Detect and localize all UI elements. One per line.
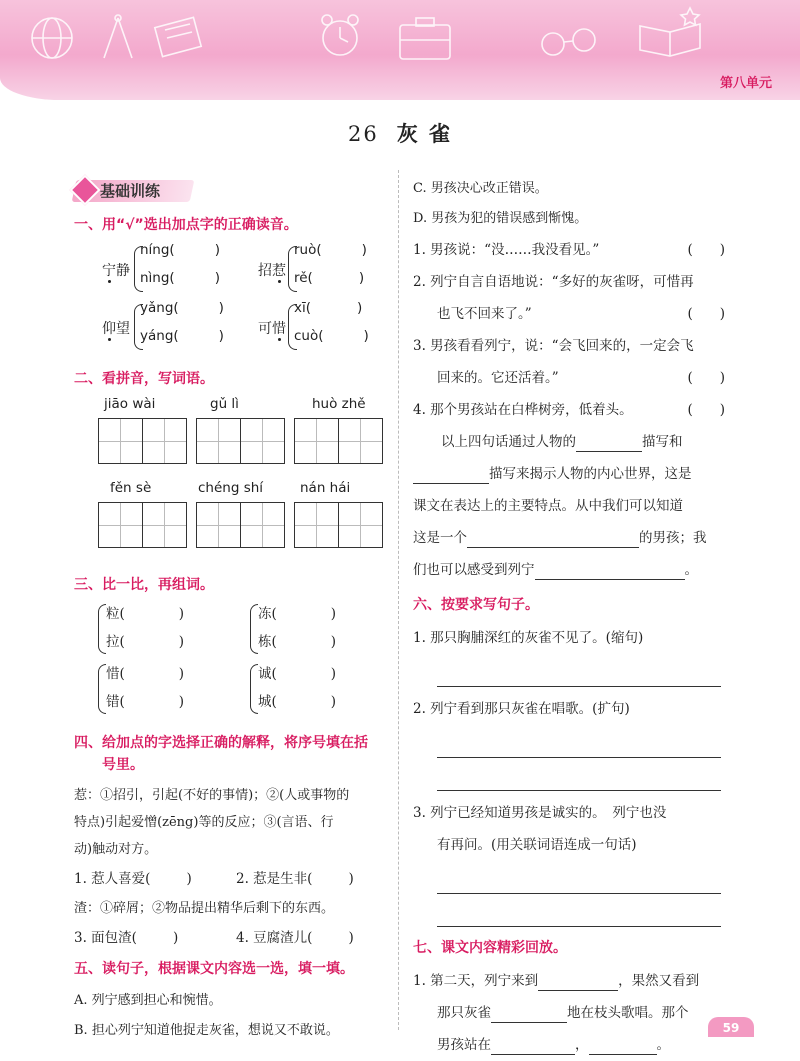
unit-label: 第八单元	[719, 76, 772, 91]
fill-blank[interactable]	[538, 972, 618, 991]
section-7-title: 七、课文内容精彩回放。	[413, 940, 567, 956]
pinyin-option[interactable]: rě( )	[294, 270, 365, 286]
pinyin-label: fěn sè	[110, 480, 152, 496]
definition-re-3: 动)触动对方。	[74, 842, 158, 857]
header-banner	[0, 0, 800, 100]
compare-row	[74, 662, 386, 722]
compare-blank[interactable]: 粒( )	[106, 606, 185, 622]
writing-grid[interactable]	[196, 418, 285, 464]
answer-line[interactable]	[437, 725, 721, 758]
quote-item: 4. 那个男孩站在白桦树旁，低着头。 ( )	[413, 394, 733, 426]
open-book-icon	[640, 24, 700, 56]
compare-blank[interactable]: 栋( )	[258, 634, 337, 650]
fill-blank[interactable]	[413, 465, 489, 484]
question: 3. 面包渣(	[74, 930, 137, 946]
compare-blank[interactable]: 城( )	[258, 694, 337, 710]
compare-blank[interactable]: 错( )	[106, 694, 185, 710]
answer-line[interactable]	[437, 654, 721, 687]
word: 宁静	[102, 260, 130, 280]
paragraph-line: 这是一个 的男孩；我	[413, 530, 707, 546]
writing-grid[interactable]	[294, 502, 383, 548]
star-icon	[681, 8, 699, 25]
rewrite-question: 1. 那只胸脯深红的灰雀不见了。(缩句)	[413, 630, 644, 646]
question-row: 3. 面包渣( ) 4. 豆腐渣儿( )	[74, 930, 354, 946]
compare-row	[74, 602, 386, 662]
section-2-title: 二、看拼音，写词语。	[74, 371, 214, 387]
pinyin-option[interactable]: yáng( )	[140, 328, 224, 344]
compass-icon	[104, 15, 132, 58]
writing-grid[interactable]	[98, 418, 187, 464]
answer-blank[interactable]: ( )	[687, 242, 725, 258]
definition-re-2: 特点)引起爱憎(zēng)等的反应；③(言语、行	[74, 815, 334, 830]
option-b: B. 担心列宁知道他捉走灰雀，想说又不敢说。	[74, 1023, 339, 1038]
question: 2. 惹是生非(	[236, 871, 313, 887]
rewrite-question: 2. 列宁看到那只灰雀在唱歌。(扩句)	[413, 701, 630, 717]
definition-re-1: 惹：①招引，引起(不好的事情)；②(人或事物的	[74, 788, 350, 803]
pinyin-label: chéng shí	[198, 480, 264, 496]
page-title	[0, 118, 800, 148]
header-decoration	[0, 0, 800, 100]
recall-line: 男孩站在 ， 。	[437, 1037, 670, 1053]
pinyin-option[interactable]: ruò( )	[294, 242, 367, 258]
quote-item-cont: 也飞不回来了。” ( )	[413, 298, 733, 330]
option-a: A. 列宁感到担心和惋惜。	[74, 993, 222, 1008]
option-c: C. 男孩决心改正错误。	[413, 181, 548, 196]
word: 可惜	[258, 318, 286, 338]
fill-blank[interactable]	[576, 433, 642, 452]
paragraph-line: 课文在表达上的主要特点。从中我们可以知道	[413, 498, 683, 514]
word: 仰望	[102, 318, 130, 338]
section-4-title: 四、给加点的字选择正确的解释，将序号填在括	[74, 735, 368, 751]
answer-blank[interactable]: ( )	[687, 306, 725, 322]
rewrite-question: 3. 列宁已经知道男孩是诚实的。 列宁也没	[413, 805, 667, 821]
pinyin-pair-row	[74, 300, 386, 358]
pinyin-grid-row	[74, 480, 386, 564]
answer-blank[interactable]: ( )	[687, 402, 725, 418]
pinyin-option[interactable]: cuò( )	[294, 328, 369, 344]
globe-icon	[32, 18, 72, 58]
answer-blank[interactable]: ( )	[687, 370, 725, 386]
paragraph-line: 描写来揭示人物的内心世界，这是	[413, 458, 733, 490]
section-5-title: 五、读句子，根据课文内容选一选，填一填。	[74, 961, 354, 977]
pinyin-option[interactable]: nìng( )	[140, 270, 220, 286]
right-column	[413, 174, 733, 1061]
recall-line: 1. 第二天，列宁来到 ，果然又看到	[413, 973, 700, 989]
question: 4. 豆腐渣儿(	[236, 930, 313, 946]
pinyin-pair-row	[74, 242, 386, 300]
answer-line[interactable]	[437, 861, 721, 894]
paragraph-line: 以上四句话通过人物的 描写和	[441, 434, 683, 450]
rewrite-question-cont: 有再问。(用关联词语连成一句话)	[437, 837, 637, 853]
pinyin-option[interactable]: yǎng( )	[140, 300, 224, 316]
quote-item: 1. 男孩说：“没……我没看见。” ( )	[413, 234, 733, 266]
writing-grid[interactable]	[294, 418, 383, 464]
page-number: 59	[708, 1017, 754, 1037]
compare-blank[interactable]: 惜( )	[106, 666, 185, 682]
writing-grid[interactable]	[196, 502, 285, 548]
fill-blank[interactable]	[491, 1036, 575, 1055]
answer-line[interactable]	[437, 894, 721, 927]
pinyin-option[interactable]: níng( )	[140, 242, 220, 258]
recall-line: 那只灰雀 地在枝头歌唱。那个	[437, 1005, 689, 1021]
pinyin-label: huò zhě	[312, 396, 366, 412]
lesson-number: 26	[347, 122, 379, 146]
pinyin-label: jiāo wài	[104, 396, 156, 412]
fill-blank[interactable]	[467, 529, 639, 548]
section-4-title-cont: 号里。	[102, 757, 144, 773]
section-1-title: 一、用“√”选出加点字的正确读音。	[74, 217, 298, 233]
compare-blank[interactable]: 冻( )	[258, 606, 337, 622]
column-divider	[398, 170, 399, 1030]
pinyin-grid-row	[74, 396, 386, 480]
fill-blank[interactable]	[589, 1036, 657, 1055]
lesson-title: 灰 雀	[396, 121, 453, 146]
briefcase-icon	[400, 18, 450, 59]
writing-grid[interactable]	[98, 502, 187, 548]
question-row: 1. 惹人喜爱( ) 2. 惹是生非( )	[74, 871, 354, 887]
alarm-clock-icon	[322, 15, 358, 55]
quote-item-cont: 回来的。它还活着。” ( )	[413, 362, 733, 394]
paragraph-line: 们也可以感受到列宁 。	[413, 562, 698, 578]
compare-blank[interactable]: 诚( )	[258, 666, 337, 682]
pinyin-label: nán hái	[300, 480, 351, 496]
section-badge: 基础训练	[74, 178, 160, 204]
fill-blank[interactable]	[491, 1004, 567, 1023]
left-column	[74, 170, 386, 1046]
pinyin-option[interactable]: xī( )	[294, 300, 363, 316]
quote-item: 2. 列宁自言自语地说：“多好的灰雀呀，可惜再	[413, 274, 694, 290]
section-6-title: 六、按要求写句子。	[413, 597, 539, 613]
fill-blank[interactable]	[535, 561, 685, 580]
option-d: D. 男孩为犯的错误感到惭愧。	[413, 211, 588, 226]
section-3-title: 三、比一比，再组词。	[74, 577, 214, 593]
pinyin-label: gǔ lì	[210, 396, 239, 412]
question: 1. 惹人喜爱(	[74, 871, 151, 887]
definition-zha: 渣：①碎屑；②物品提出精华后剩下的东西。	[74, 901, 335, 916]
compare-blank[interactable]: 拉( )	[106, 634, 185, 650]
answer-line[interactable]	[437, 758, 721, 791]
book-icon	[155, 17, 201, 56]
quote-item: 3. 男孩看看列宁，说：“会飞回来的，一定会飞	[413, 338, 694, 354]
glasses-icon	[542, 29, 595, 55]
word: 招惹	[258, 260, 286, 280]
